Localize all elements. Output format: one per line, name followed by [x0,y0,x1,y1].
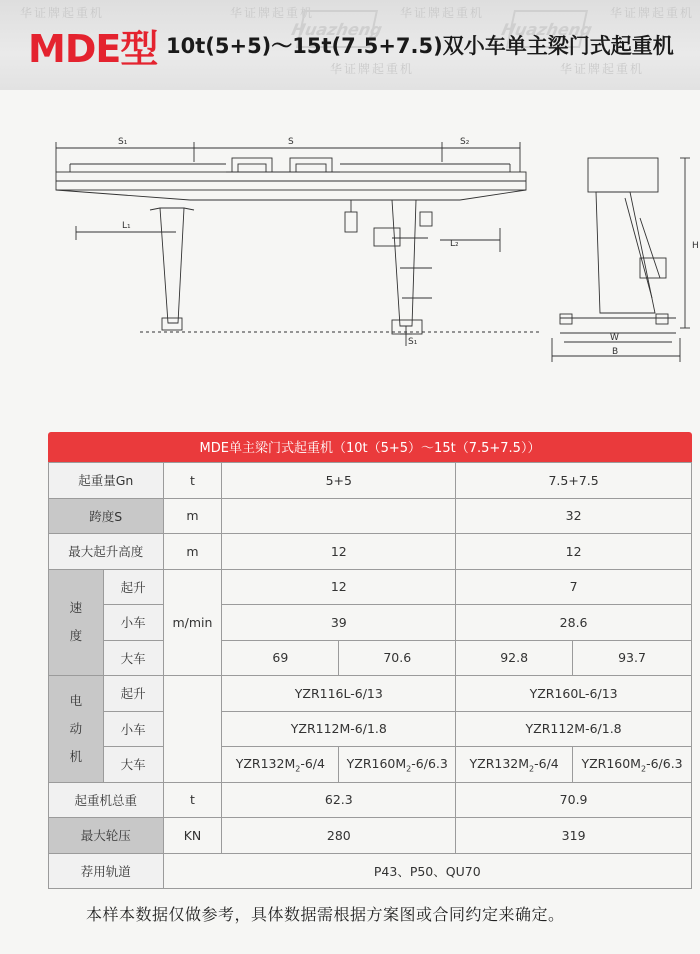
page-title: 10t(5+5)～15t(7.5+7.5)双小车单主梁门式起重机 [166,34,674,58]
capacity-label: 起重量Gn [49,463,164,499]
motor-hoist-value-1: YZR116L-6/13 [222,676,456,712]
table-title: MDE单主梁门式起重机（10t（5+5）～15t（7.5+7.5）） [48,432,692,462]
dim-b-label: B [612,347,619,357]
table-row [49,463,692,499]
speed-crane-label: 大车 [103,640,163,676]
speed-hoist-label: 起升 [103,569,163,605]
motor-trolley-value-1: YZR112M-6/1.8 [222,711,456,747]
table-row [49,534,692,570]
watermark-logo: Huazheng [296,10,378,48]
footnote: 本样本数据仅做参考，具体数据需根据方案图或合同约定来确定。 [86,905,565,924]
wheel-load-value-2: 319 [456,818,692,854]
speed-trolley-label: 小车 [103,605,163,641]
spec-grid [48,462,692,889]
page-header [0,0,700,90]
motor-crane-value-1b: $YZR160M_2-6/6.3$ [339,747,456,783]
watermark-text: 华证牌起重机 [560,62,645,76]
weight-label: 起重机总重 [49,782,164,818]
lift-height-value-2: 12 [456,534,692,570]
capacity-unit: t [163,463,222,499]
span-value-1 [222,498,456,534]
speed-group-label: 速 度 [49,569,104,676]
span-unit: m [163,498,222,534]
dim-w-label: W [610,333,619,343]
motor-crane-value-1a: $YZR132M_2-6/4$ [222,747,339,783]
span-value-2: 32 [456,498,692,534]
speed-crane-value-1a: 69 [222,640,339,676]
wheel-load-unit: KN [163,818,222,854]
speed-unit: m/min [163,569,222,676]
table-row [49,853,692,889]
lift-height-unit: m [163,534,222,570]
motor-trolley-value-2: YZR112M-6/1.8 [456,711,692,747]
watermark-text: 华证牌起重机 [230,6,315,20]
watermark-logo: Huazheng [506,10,588,48]
speed-hoist-value-2: 7 [456,569,692,605]
dim-s3-label: S₁ [408,337,418,347]
speed-trolley-value-1: 39 [222,605,456,641]
watermark-text: 华证牌起重机 [330,62,415,76]
table-row [49,640,692,676]
capacity-value-2: 7.5+7.5 [456,463,692,499]
table-row [49,498,692,534]
dim-s-label: S [288,137,294,147]
motor-hoist-value-2: YZR160L-6/13 [456,676,692,712]
wheel-load-label: 最大轮压 [49,818,164,854]
weight-unit: t [163,782,222,818]
dim-h-label: H [692,241,699,251]
wheel-load-value-1: 280 [222,818,456,854]
motor-crane-value-2a: $YZR132M_2-6/4$ [456,747,573,783]
dim-s1-label: S₁ [118,137,128,147]
speed-crane-value-2a: 92.8 [456,640,573,676]
motor-crane-label: 大车 [103,747,163,783]
table-row [49,676,692,712]
span-label: 跨度S [49,498,164,534]
model-title: MDE型 [28,27,158,71]
dim-l2-label: L₂ [450,239,459,249]
speed-crane-value-1b: 70.6 [339,640,456,676]
spec-table [48,432,692,889]
watermark-text: 华证牌起重机 [20,6,105,20]
rail-value: P43、P50、QU70 [163,853,691,889]
table-row [49,569,692,605]
speed-hoist-value-1: 12 [222,569,456,605]
watermark-text: 华证牌起重机 [400,6,485,20]
table-row [49,818,692,854]
capacity-value-1: 5+5 [222,463,456,499]
crane-drawing [40,128,700,378]
lift-height-label: 最大起升高度 [49,534,164,570]
watermark-text: 华证牌起重机 [610,6,695,20]
table-row [49,711,692,747]
table-row [49,605,692,641]
lift-height-value-1: 12 [222,534,456,570]
motor-unit-blank [163,676,222,783]
table-row [49,782,692,818]
weight-value-1: 62.3 [222,782,456,818]
table-row [49,747,692,783]
speed-crane-value-2b: 93.7 [573,640,692,676]
speed-trolley-value-2: 28.6 [456,605,692,641]
motor-hoist-label: 起升 [103,676,163,712]
weight-value-2: 70.9 [456,782,692,818]
dim-l1-label: L₁ [122,221,131,231]
motor-group-label: 电 动 机 [49,676,104,783]
motor-trolley-label: 小车 [103,711,163,747]
motor-crane-value-2b: $YZR160M_2-6/6.3$ [573,747,692,783]
rail-label: 荐用轨道 [49,853,164,889]
dim-s2-label: S₂ [460,137,470,147]
